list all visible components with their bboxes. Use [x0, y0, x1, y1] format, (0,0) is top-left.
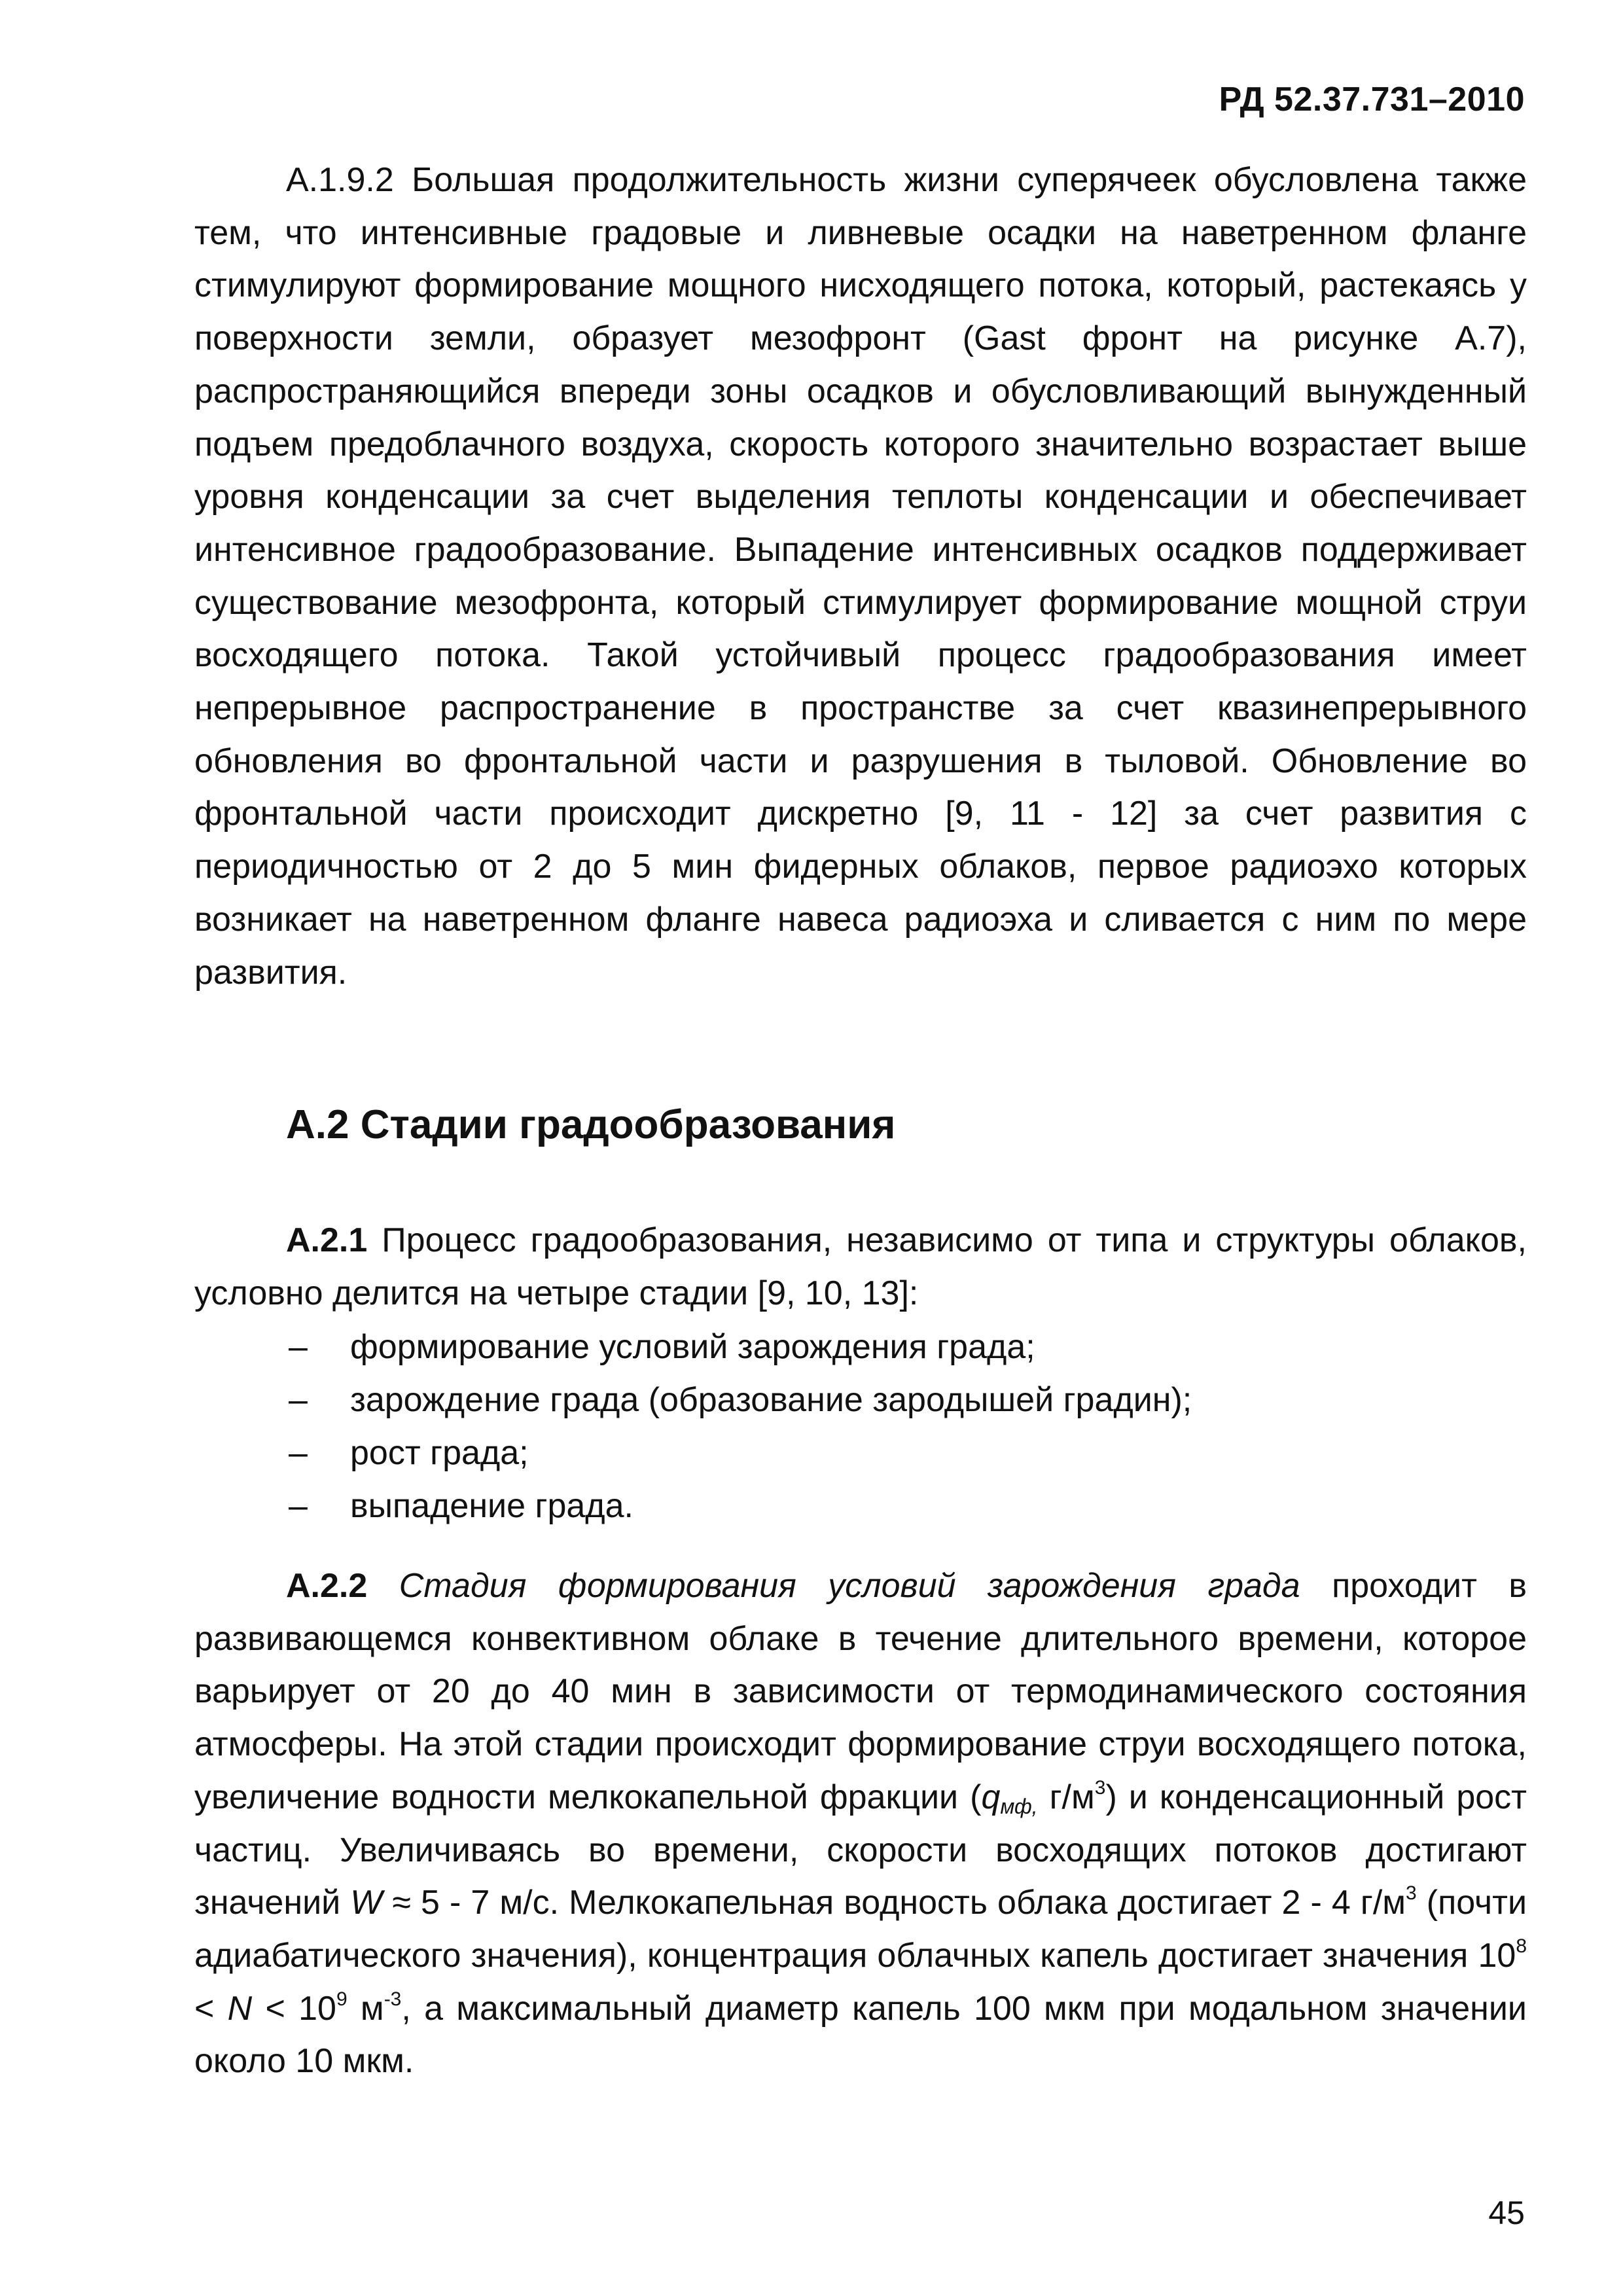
- clause-label: А.2.2: [286, 1567, 368, 1605]
- stage-name-italic: Стадия формирования условий зарождения града: [367, 1567, 1300, 1605]
- clause-label: А.2.1: [286, 1221, 368, 1259]
- stages-list: [286, 1321, 1529, 1533]
- superscript: 3: [1094, 1776, 1106, 1799]
- dash-bullet: –: [289, 1434, 308, 1472]
- w-symbol: W: [350, 1884, 383, 1922]
- paragraph-text: Процесс градообразования, независимо от типа и структуры облаков, условно делится на четыре стадии [9, 10, 13]:: [194, 1221, 1527, 1312]
- text-run: <: [194, 1989, 228, 2028]
- list-item-text: выпадение града.: [350, 1487, 633, 1525]
- list-item: [286, 1427, 1529, 1480]
- paragraph-a-2-2: [194, 1560, 1527, 2088]
- superscript: 3: [1406, 1882, 1417, 1905]
- text-run: , а максимальный диаметр капель 100 мкм при модальном значении около 10 мкм.: [194, 1989, 1527, 2081]
- paragraph-a-1-9-2: А.1.9.2 Большая продолжительность жизни суперячеек обусловлена также тем, что интенсивные градовые и ливневые осадки на наветренном фланге стимулируют формирование мощного нисходящего потока, который, растекаясь у поверхности земли, образует мезофронт (Gast фронт на рисунке А.7), распространяющийся впереди зоны осадков и обусловливающий вынужденный подъем предоблачного воздуха, скорость которого значительно возрастает выше уровня конденсации за счет выделения теплоты конденсации и обеспечивает интенсивное градообразование. Выпадение интенсивных осадков поддерживает существование мезофронта, который стимулирует формирование мощной струи восходящего потока. Такой устойчивый процесс градообразования имеет непрерывное распространение в пространстве за счет квазинепрерывного обновления во фронтальной части и разрушения в тыловой. Обновление во фронтальной части происходит дискретно [9, 11 - 12] за счет развития с периодичностью от 2 до 5 мин фидерных облаков, первое радиоэхо которых возникает на наветренном фланге навеса радиоэха и сливается с ним по мере развития.: [194, 161, 1527, 992]
- paragraph-a-2-1: [194, 1214, 1527, 1319]
- text-run: г/м: [1037, 1778, 1095, 1816]
- page-number: 45: [1488, 2195, 1525, 2231]
- dash-bullet: –: [289, 1381, 308, 1419]
- text-run: проходит в развивающемся конвективном облаке в течение длительного времени, которое варьирует от 20 до 40 мин в зависимости от термодинамического состояния атмосферы. На этой стадии происходит формирование струи восходящего потока, увеличение водности мелкокапельной фракции (: [194, 1567, 1527, 1816]
- text-run: < 10: [252, 1989, 336, 2028]
- list-item: [286, 1374, 1529, 1427]
- list-item-text: формирование условий зарождения града;: [350, 1328, 1035, 1366]
- superscript: -3: [383, 1988, 402, 2010]
- n-symbol: N: [227, 1989, 253, 2028]
- superscript: 9: [336, 1988, 348, 2010]
- list-item-text: зарождение града (образование зародышей градин);: [350, 1381, 1192, 1419]
- text-run: ≈ 5 - 7 м/с. Мелкокапельная водность облака достигает 2 - 4 г/м: [382, 1884, 1406, 1922]
- list-item: [286, 1321, 1529, 1374]
- text-run: (почти адиабатического значения), концентрация облачных капель достигает значения 10: [194, 1884, 1527, 1975]
- document-code: РД 52.37.731–2010: [1219, 81, 1525, 118]
- text-run: ) и конденсационный рост частиц. Увеличиваясь во времени, скорости восходящих потоков достигают значений: [194, 1778, 1527, 1922]
- superscript: 8: [1516, 1935, 1527, 1957]
- section-heading: А.2 Стадии градообразования: [286, 1102, 896, 1147]
- q-subscript: мф,: [1000, 1794, 1038, 1818]
- text-run: м: [347, 1989, 384, 2028]
- q-symbol: q: [981, 1778, 1001, 1816]
- list-item: [286, 1480, 1529, 1533]
- dash-bullet: –: [289, 1328, 308, 1366]
- list-item-text: рост града;: [350, 1434, 529, 1472]
- dash-bullet: –: [289, 1487, 308, 1525]
